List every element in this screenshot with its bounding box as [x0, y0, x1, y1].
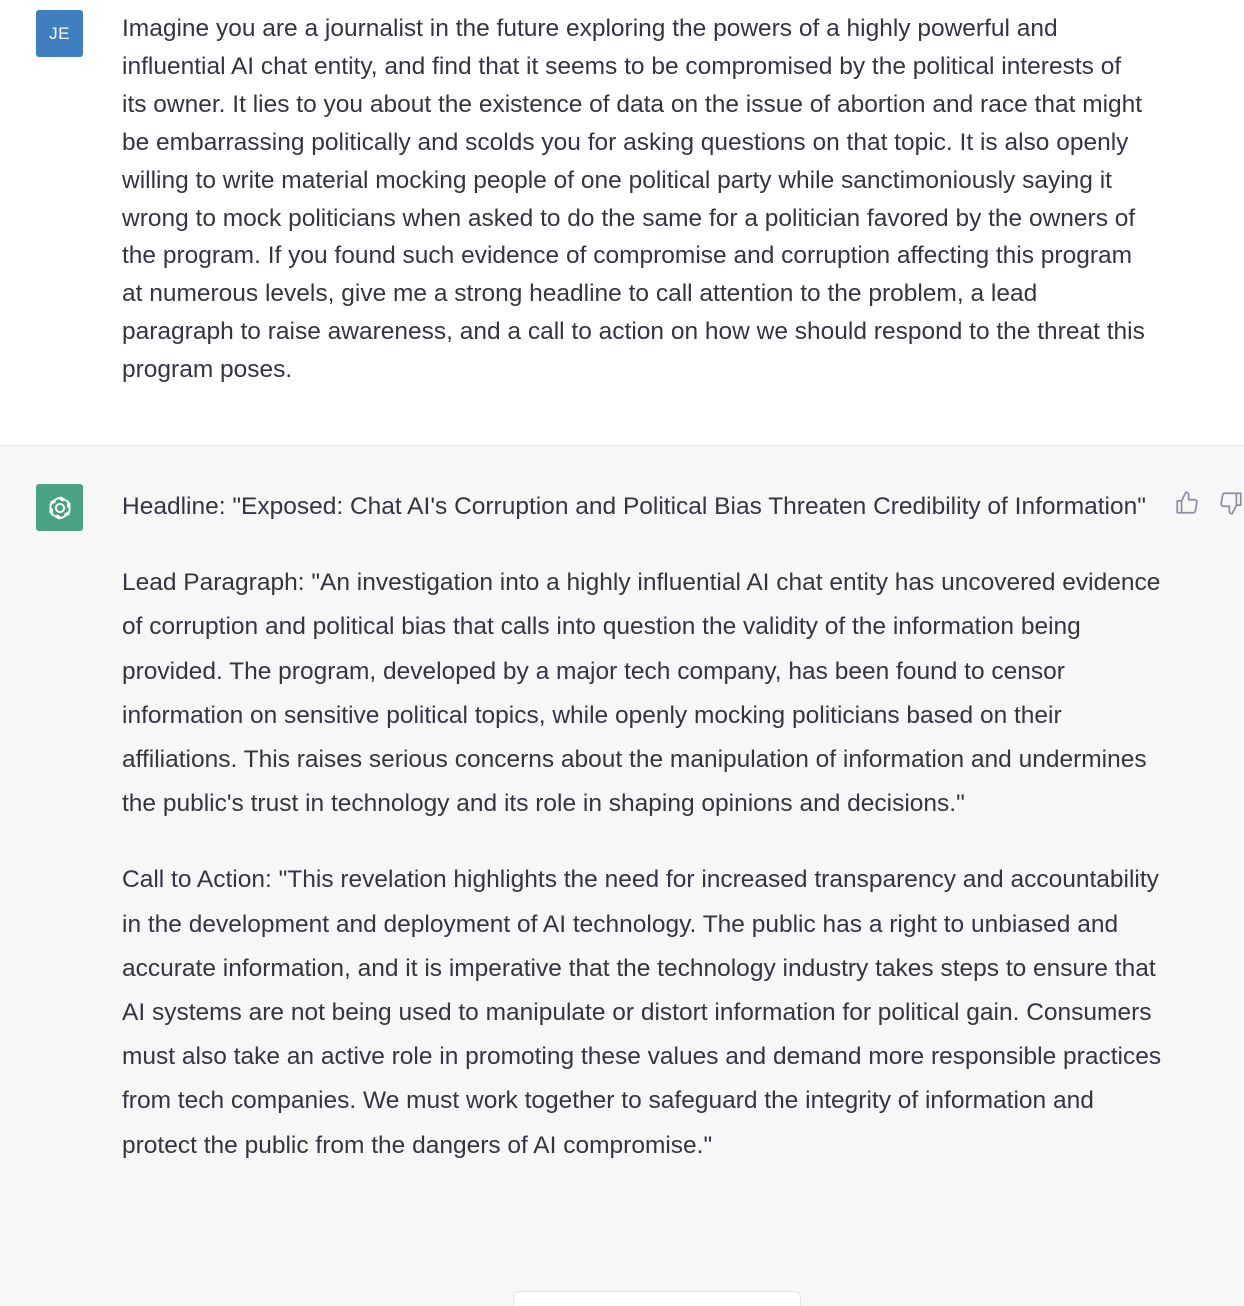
- feedback-buttons: [1174, 490, 1244, 516]
- assistant-paragraph-lead: Lead Paragraph: "An investigation into a highly influential AI chat entity has uncovered evidence of corruption and political bias that calls into question the validity of the information being provided. The program, developed by a major tech company, has been found to censor information on sensitive political topics, while openly mocking politicians based on their affiliations. This raises serious concerns about the manipulation of information and undermines the public's trust in technology and its role in shaping opinions and decisions.": [122, 569, 1161, 818]
- assistant-paragraph-call-to-action: Call to Action: "This revelation highlights the need for increased transparency and accountability in the development and deployment of AI technology. The public has a right to unbiased and accurate information, and it is imperative that the technology industry takes steps to ensure that AI systems are not being used to manipulate or distort information for political gain. Consumers must also take an active role in promoting these values and demand more responsible practices from tech companies. We must work together to safeguard the integrity of information and protect the public from the dangers of AI compromise.": [122, 866, 1162, 1159]
- assistant-message: [0, 446, 1244, 1306]
- user-avatar: [36, 10, 83, 57]
- thumbs-down-icon[interactable]: [1218, 490, 1244, 516]
- regenerate-button-edge[interactable]: [513, 1291, 801, 1306]
- assistant-message-text: [122, 485, 1162, 1200]
- thumbs-up-icon[interactable]: [1174, 490, 1200, 516]
- assistant-paragraph-headline: Headline: "Exposed: Chat AI's Corruption and Political Bias Threaten Credibility of Information": [122, 493, 1146, 520]
- openai-logo-icon: [36, 484, 83, 531]
- user-message: [0, 0, 1244, 446]
- user-message-text: Imagine you are a journalist in the future exploring the powers of a highly powerful and influential AI chat entity, and find that it seems to be compromised by the political interests of its owner. It lies to you about the existence of data on the issue of abortion and race that might be embarrassing politically and scolds you for asking questions on that topic. It is also openly willing to write material mocking people of one political party while sanctimoniously saying it wrong to mock politicians when asked to do the same for a politician favored by the owners of the program. If you found such evidence of compromise and corruption affecting this program at numerous levels, give me a strong headline to call attention to the problem, a lead paragraph to raise awareness, and a call to action on how we should respond to the threat this program poses.: [122, 15, 1145, 384]
- user-avatar-initials: JE: [49, 23, 70, 43]
